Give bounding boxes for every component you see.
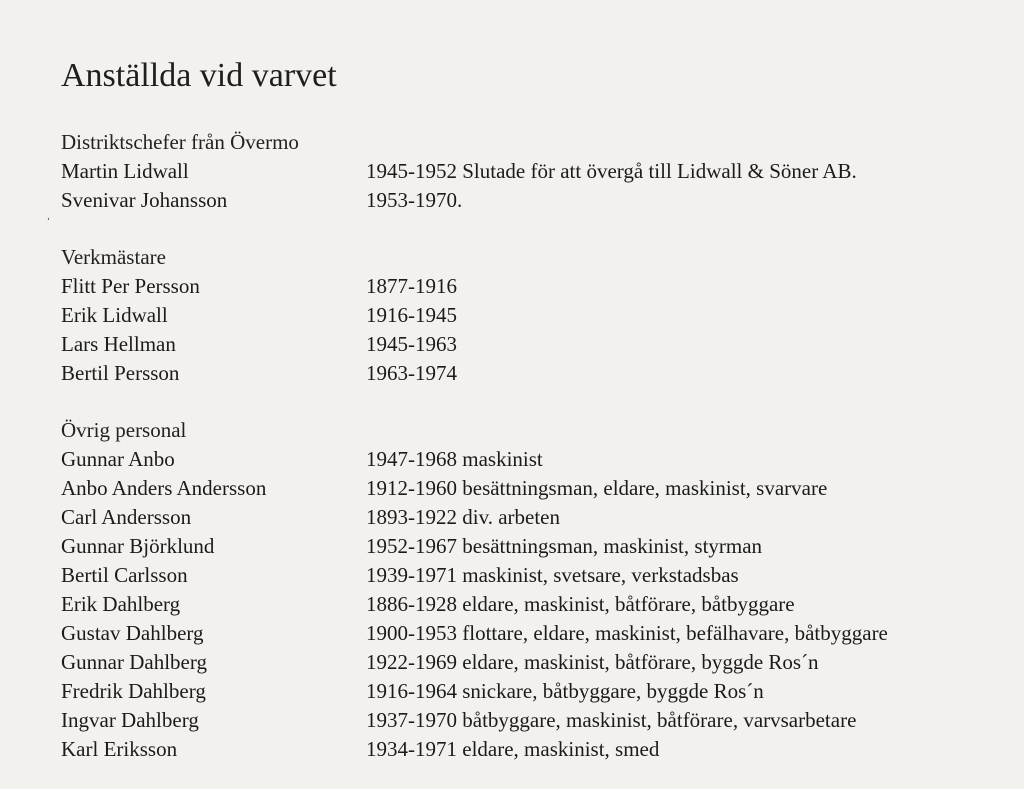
employment-details: 1945-1952 Slutade för att övergå till Lidwall & Söner AB.: [366, 159, 857, 183]
employee-name: Anbo Anders Andersson: [61, 476, 267, 500]
employee-row: [61, 561, 1021, 590]
section-heading: Övrig personal: [61, 418, 187, 442]
employee-name: Lars Hellman: [61, 332, 176, 356]
employee-name: Flitt Per Persson: [61, 274, 200, 298]
employee-row: [61, 532, 1021, 561]
employment-details: 1912-1960 besättningsman, eldare, maskinist, svarvare: [366, 476, 828, 500]
section-heading: Verkmästare: [61, 245, 166, 269]
employment-details: 1945-1963: [366, 332, 457, 356]
employee-row: [61, 186, 1021, 215]
employment-details: 1939-1971 maskinist, svetsare, verkstadsbas: [366, 563, 739, 587]
employment-details: 1934-1971 eldare, maskinist, smed: [366, 737, 660, 761]
employee-row: [61, 474, 1021, 503]
employee-name: Ingvar Dahlberg: [61, 708, 199, 732]
employment-details: 1900-1953 flottare, eldare, maskinist, befälhavare, båtbyggare: [366, 621, 888, 645]
employment-details: 1886-1928 eldare, maskinist, båtförare, båtbyggare: [366, 592, 795, 616]
employment-details: 1947-1968 maskinist: [366, 447, 543, 471]
section-heading: Distriktschefer från Övermo: [61, 130, 299, 154]
employee-name: Gunnar Björklund: [61, 534, 215, 558]
employee-name: Bertil Persson: [61, 361, 180, 385]
employee-name: Fredrik Dahlberg: [61, 679, 206, 703]
employee-row: [61, 590, 1021, 619]
employment-details: 1963-1974: [366, 361, 457, 385]
employee-row: [61, 330, 1021, 359]
employment-details: 1922-1969 eldare, maskinist, båtförare, byggde Ros´n: [366, 650, 819, 674]
employee-name: Erik Lidwall: [61, 303, 168, 327]
employment-details: 1952-1967 besättningsman, maskinist, styrman: [366, 534, 763, 558]
employee-row: [61, 648, 1021, 677]
employee-row: [61, 677, 1021, 706]
employee-name: Gustav Dahlberg: [61, 621, 204, 645]
employee-name: Gunnar Anbo: [61, 447, 175, 471]
employee-name: Carl Andersson: [61, 505, 192, 529]
employee-name: Svenivar Johansson: [61, 188, 228, 212]
employee-row: [61, 735, 1021, 764]
employee-row: [61, 359, 1021, 388]
employment-details: 1916-1945: [366, 303, 457, 327]
employment-details: 1877-1916: [366, 274, 457, 298]
employee-row: [61, 157, 1021, 186]
employee-row: [61, 706, 1021, 735]
employee-row: [61, 619, 1021, 648]
employee-name: Martin Lidwall: [61, 159, 189, 183]
stray-mark: ˌ: [46, 206, 51, 221]
employee-row: [61, 503, 1021, 532]
employment-details: 1916-1964 snickare, båtbyggare, byggde Ros´n: [366, 679, 764, 703]
employee-name: Karl Eriksson: [61, 737, 178, 761]
employment-details: 1893-1922 div. arbeten: [366, 505, 561, 529]
employment-details: 1937-1970 båtbyggare, maskinist, båtförare, varvsarbetare: [366, 708, 857, 732]
employee-row: [61, 445, 1021, 474]
employee-name: Bertil Carlsson: [61, 563, 188, 587]
employee-name: Gunnar Dahlberg: [61, 650, 207, 674]
employee-row: [61, 301, 1021, 330]
employment-details: 1953-1970.: [366, 188, 463, 212]
page-title: Anställda vid varvet: [61, 57, 337, 94]
employee-row: [61, 272, 1021, 301]
employee-name: Erik Dahlberg: [61, 592, 181, 616]
